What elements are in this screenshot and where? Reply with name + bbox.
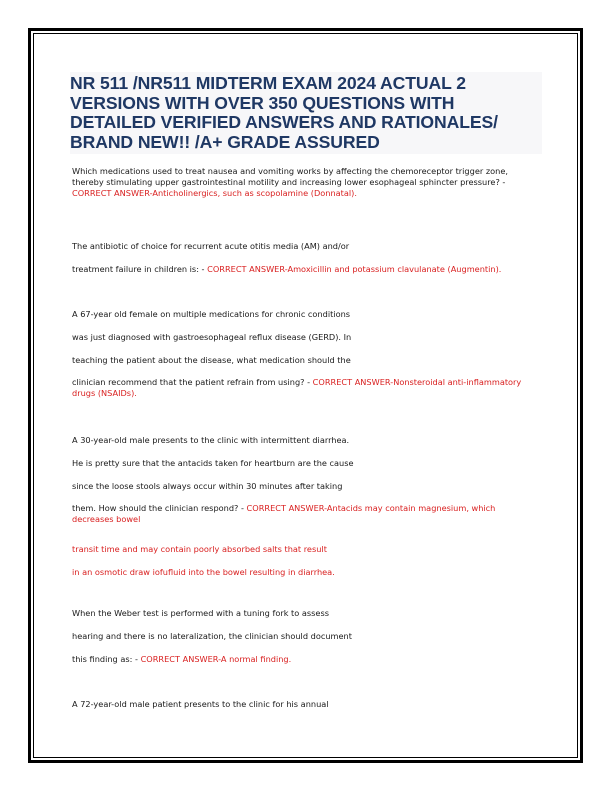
question-1 (72, 166, 538, 200)
question-5-answer: CORRECT ANSWER-A normal finding. (140, 654, 292, 664)
question-2-line-2 (72, 264, 501, 275)
question-3-line-4 (72, 377, 538, 399)
question-4-line-4 (72, 503, 538, 525)
question-4-line-1: A 30-year-old male presents to the clinic with intermittent diarrhea. (72, 435, 350, 445)
question-5-text: this finding as: - (72, 654, 141, 664)
question-5-line-1: When the Weber test is performed with a tuning fork to assess (72, 608, 329, 618)
question-3-text: clinician recommend that the patient refrain from using? - (72, 377, 313, 387)
question-5-line-2: hearing and there is no lateralization, the clinician should document (72, 631, 352, 641)
document-title: NR 511 /NR511 MIDTERM EXAM 2024 ACTUAL 2 VERSIONS WITH OVER 350 QUESTIONS WITH DETAILED VERIFIED ANSWERS AND RATIONALES/ BRAND NEW!! /A+ GRADE ASSURED (70, 73, 498, 152)
question-1-answer: CORRECT ANSWER-Anticholinergics, such as scopolamine (Donnatal). (72, 188, 357, 199)
question-4-line-2: He is pretty sure that the antacids taken for heartburn are the cause (72, 458, 354, 468)
question-4-answer: CORRECT ANSWER-Antacids may contain magnesium, which decreases bowel (72, 503, 496, 525)
question-4-answer-line-3: in an osmotic draw iofufluid into the bowel resulting in diarrhea. (72, 567, 335, 577)
question-3-line-3: teaching the patient about the disease, what medication should the (72, 355, 351, 365)
question-3-line-1: A 67-year old female on multiple medications for chronic conditions (72, 309, 351, 319)
question-2-text: treatment failure in children is: - (72, 264, 208, 274)
question-1-text: Which medications used to treat nausea and vomiting works by affecting the chemoreceptor trigger zone, thereby stimulating upper gastrointestinal motility and increasing lower esophageal sphincter pressure? - (72, 166, 508, 188)
question-4-text: them. How should the clinician respond? - (72, 503, 247, 513)
question-4-line-3: since the loose stools always occur within 30 minutes after taking (72, 481, 343, 491)
question-5-line-3 (72, 654, 291, 665)
question-4-answer-line-2: transit time and may contain poorly absorbed salts that result (72, 544, 327, 554)
question-2-line-1: The antibiotic of choice for recurrent acute otitis media (AM) and/or (72, 241, 350, 251)
question-3-line-2: was just diagnosed with gastroesophageal reflux disease (GERD). In (72, 332, 352, 342)
question-3-answer: CORRECT ANSWER-Nonsteroidal anti-inflammatory drugs (NSAIDs). (72, 377, 522, 399)
question-2-answer: CORRECT ANSWER-Amoxicillin and potassium clavulanate (Augmentin). (207, 264, 502, 274)
question-6-line-1: A 72-year-old male patient presents to the clinic for his annual (72, 699, 329, 709)
title-block (70, 72, 542, 154)
